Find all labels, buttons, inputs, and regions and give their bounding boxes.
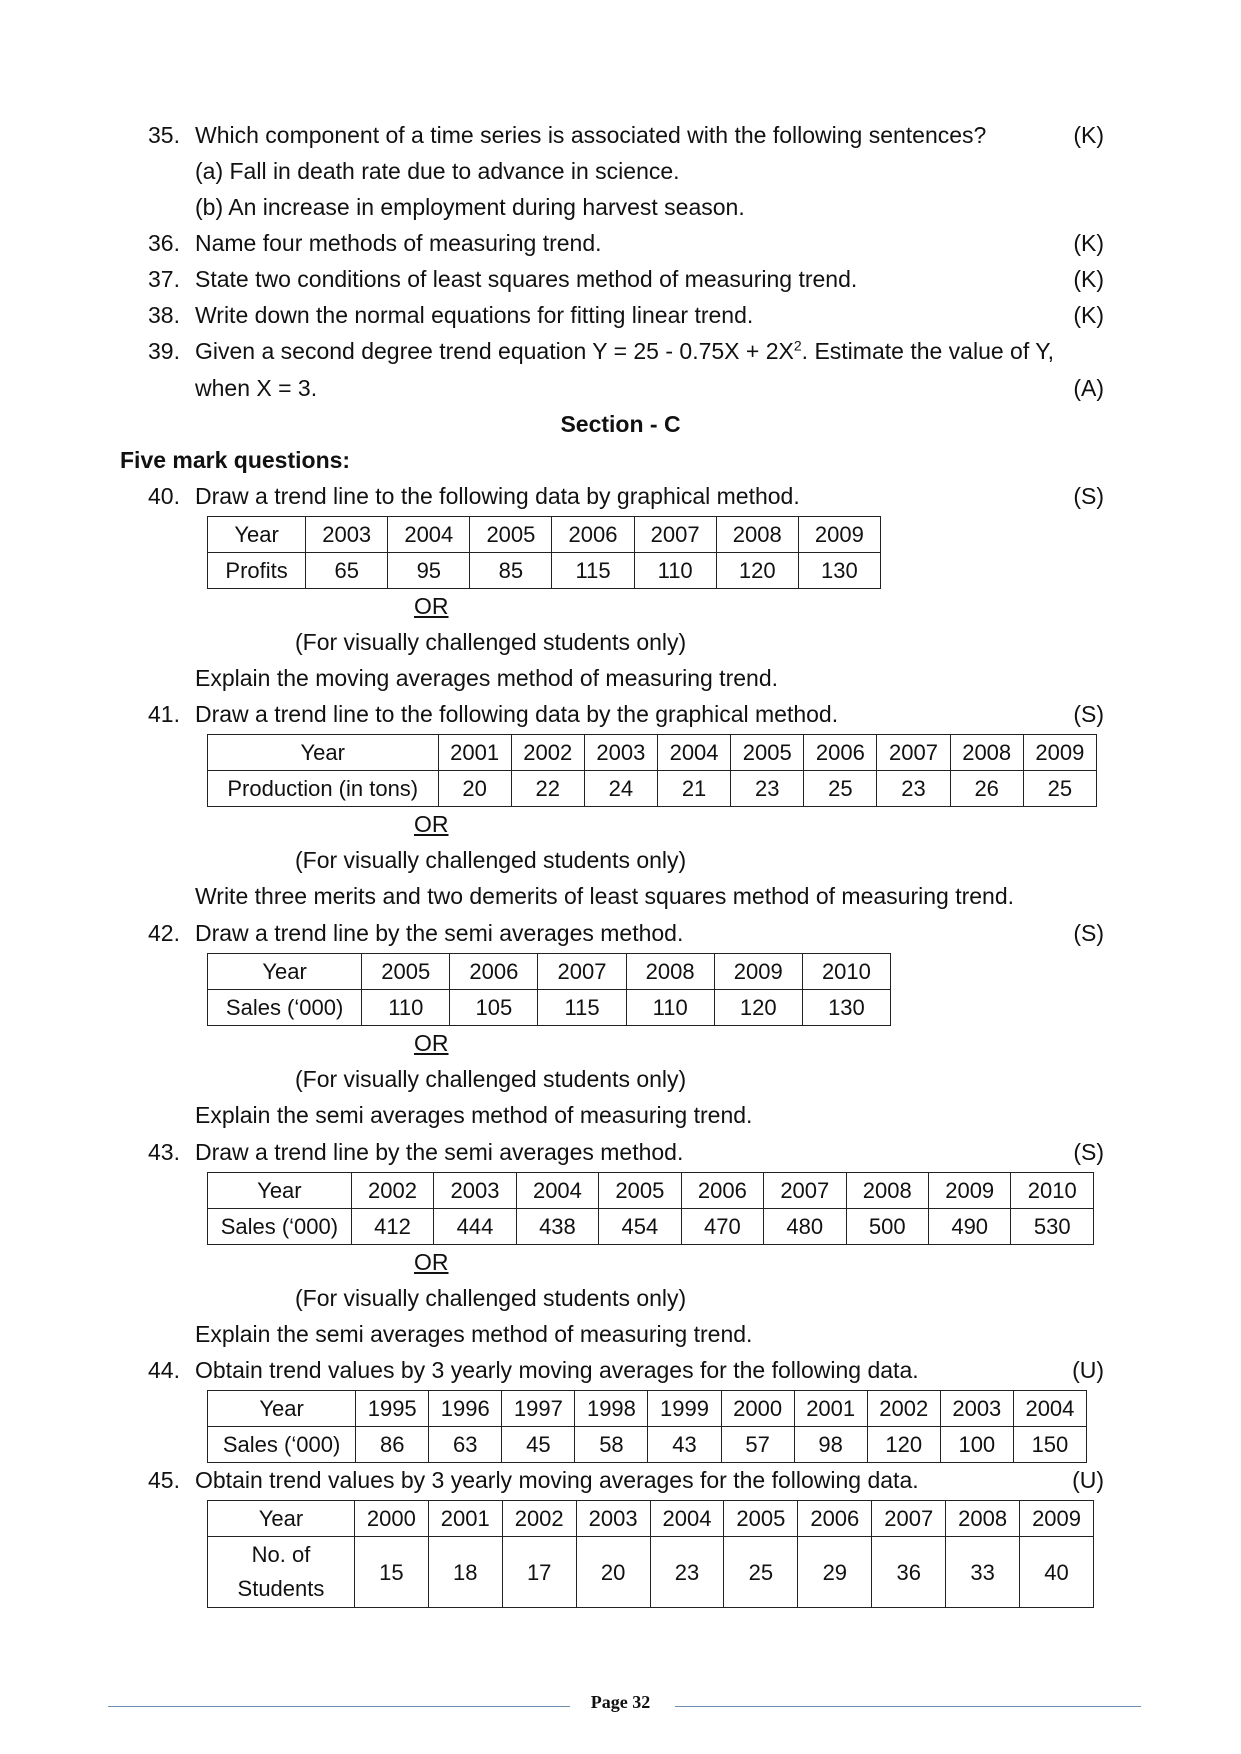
q42-or: OR: [414, 1030, 449, 1056]
table-cell: 58: [575, 1427, 648, 1463]
q42-tag: (S): [1073, 920, 1104, 946]
table-cell: 2008: [950, 735, 1023, 771]
table-cell: 45: [502, 1427, 575, 1463]
table-cell: 120: [716, 553, 798, 589]
q38-number: 38.: [148, 302, 180, 328]
q45-tag: (U): [1072, 1467, 1104, 1493]
table-cell: 2001: [428, 1501, 502, 1537]
table-cell: 2004: [388, 517, 470, 553]
table-cell: 2007: [872, 1501, 946, 1537]
table-cell: 2009: [928, 1173, 1010, 1209]
table-cell: 63: [429, 1427, 502, 1463]
q37-text: State two conditions of least squares method of measuring trend.: [195, 266, 858, 292]
table-cell: 2003: [576, 1501, 650, 1537]
q36-tag: (K): [1073, 230, 1104, 256]
table-cell: 2007: [634, 517, 716, 553]
table-cell: 29: [798, 1537, 872, 1608]
table-cell: 85: [470, 553, 552, 589]
table-cell: 2000: [721, 1391, 794, 1427]
table-cell: 1995: [356, 1391, 429, 1427]
table-cell: Production (in tons): [208, 771, 439, 807]
q35-sub-b: (b) An increase in employment during harvest season.: [195, 194, 745, 220]
table-cell: Year: [208, 954, 362, 990]
table-cell: 2008: [626, 954, 714, 990]
q45-number: 45.: [148, 1467, 180, 1493]
q35-tag: (K): [1073, 122, 1104, 148]
q39-exponent: 2: [793, 337, 802, 354]
table-cell: 2003: [306, 517, 388, 553]
table-cell: 43: [648, 1427, 721, 1463]
q44-tag: (U): [1072, 1357, 1104, 1383]
q40-vc-note: (For visually challenged students only): [295, 629, 687, 655]
table-cell: 2004: [1013, 1391, 1086, 1427]
table-cell: 2006: [450, 954, 538, 990]
q43-text: Draw a trend line by the semi averages method.: [195, 1139, 684, 1165]
table-cell: 36: [872, 1537, 946, 1608]
table-cell: 23: [731, 771, 804, 807]
table-cell: Year: [208, 517, 306, 553]
table-cell: 2004: [516, 1173, 598, 1209]
q35-sub-a: (a) Fall in death rate due to advance in science.: [195, 158, 680, 184]
q43-alt: Explain the semi averages method of measuring trend.: [195, 1321, 753, 1347]
q41-alt: Write three merits and two demerits of least squares method of measuring trend.: [195, 883, 1015, 909]
table-cell: 17: [502, 1537, 576, 1608]
table-cell: 412: [351, 1209, 433, 1245]
table-row: [208, 1173, 1094, 1209]
table-cell: 65: [306, 553, 388, 589]
table-cell: 2001: [794, 1391, 867, 1427]
q40-text: Draw a trend line to the following data by graphical method.: [195, 483, 800, 509]
table-cell: 2009: [714, 954, 802, 990]
q45-text: Obtain trend values by 3 yearly moving averages for the following data.: [195, 1467, 919, 1493]
table-cell: 2007: [877, 735, 950, 771]
q39-text: [195, 337, 1054, 365]
table-cell: 2005: [470, 517, 552, 553]
q42-number: 42.: [148, 920, 180, 946]
q40-alt: Explain the moving averages method of measuring trend.: [195, 665, 778, 691]
table-cell: 1999: [648, 1391, 721, 1427]
table-cell: 2003: [434, 1173, 516, 1209]
table-cell: 23: [877, 771, 950, 807]
table-cell: Profits: [208, 553, 306, 589]
table-cell: 2006: [804, 735, 877, 771]
table-cell: 1998: [575, 1391, 648, 1427]
q39-tag: (A): [1073, 375, 1104, 401]
table-cell: 2007: [764, 1173, 846, 1209]
table-row: [208, 1209, 1094, 1245]
q41-text: Draw a trend line to the following data by the graphical method.: [195, 701, 839, 727]
table-cell: 24: [584, 771, 657, 807]
table-row: [208, 1537, 1094, 1608]
q42-text: Draw a trend line by the semi averages method.: [195, 920, 684, 946]
q35-text: Which component of a time series is associated with the following sentences?: [195, 122, 987, 148]
table-cell: 33: [946, 1537, 1020, 1608]
table-cell: 2006: [798, 1501, 872, 1537]
table-cell: 130: [798, 553, 880, 589]
q40-table: [207, 516, 881, 589]
table-row: [208, 1501, 1094, 1537]
table-cell: 470: [681, 1209, 763, 1245]
table-row: [208, 990, 891, 1026]
q41-or: OR: [414, 811, 449, 837]
table-cell: 18: [428, 1537, 502, 1608]
table-row: [208, 735, 1097, 771]
q37-number: 37.: [148, 266, 180, 292]
table-cell: 110: [362, 990, 450, 1026]
table-cell: 25: [804, 771, 877, 807]
table-row: [208, 553, 881, 589]
q43-table: [207, 1172, 1094, 1245]
q41-number: 41.: [148, 701, 180, 727]
q39-number: 39.: [148, 338, 180, 364]
table-cell: 438: [516, 1209, 598, 1245]
q44-table: [207, 1390, 1087, 1463]
q44-number: 44.: [148, 1357, 180, 1383]
q43-or: OR: [414, 1249, 449, 1275]
table-cell: 2008: [846, 1173, 928, 1209]
table-cell: 1997: [502, 1391, 575, 1427]
table-cell: 2005: [731, 735, 804, 771]
page-number: Page 32: [590, 1692, 651, 1712]
table-cell: 98: [794, 1427, 867, 1463]
q36-number: 36.: [148, 230, 180, 256]
q38-tag: (K): [1073, 302, 1104, 328]
table-cell: 2009: [1023, 735, 1096, 771]
table-cell: 2006: [681, 1173, 763, 1209]
table-cell: 2004: [657, 735, 730, 771]
q39-text-a: Given a second degree trend equation Y = 25 - 0.75X + 2X: [195, 338, 794, 364]
q41-tag: (S): [1073, 701, 1104, 727]
q36-text: Name four methods of measuring trend.: [195, 230, 602, 256]
table-row: [208, 771, 1097, 807]
table-cell: 2005: [599, 1173, 681, 1209]
q39-line2: when X = 3.: [195, 375, 318, 401]
table-cell: 1996: [429, 1391, 502, 1427]
table-cell: 150: [1013, 1427, 1086, 1463]
table-cell: Year: [208, 1173, 352, 1209]
table-cell: 130: [802, 990, 890, 1026]
q40-or: OR: [414, 593, 449, 619]
q42-vc-note: (For visually challenged students only): [295, 1066, 687, 1092]
table-cell: 2008: [946, 1501, 1020, 1537]
table-cell: 2002: [502, 1501, 576, 1537]
q40-tag: (S): [1073, 483, 1104, 509]
table-cell: 25: [724, 1537, 798, 1608]
table-cell: 2000: [354, 1501, 428, 1537]
q35-number: 35.: [148, 122, 180, 148]
table-cell: 2005: [724, 1501, 798, 1537]
table-cell: 15: [354, 1537, 428, 1608]
table-cell: 2009: [798, 517, 880, 553]
table-cell: 115: [538, 990, 626, 1026]
table-cell: 21: [657, 771, 730, 807]
q42-table: [207, 953, 891, 1026]
table-cell: 2002: [511, 735, 584, 771]
q43-tag: (S): [1073, 1139, 1104, 1165]
table-cell: Sales (‘000): [208, 1427, 356, 1463]
table-cell: 2005: [362, 954, 450, 990]
q44-text: Obtain trend values by 3 yearly moving averages for the following data.: [195, 1357, 919, 1383]
q43-vc-note: (For visually challenged students only): [295, 1285, 687, 1311]
table-cell: 490: [928, 1209, 1010, 1245]
table-cell: 20: [438, 771, 511, 807]
q41-table: [207, 734, 1097, 807]
table-row: [208, 517, 881, 553]
table-cell: 105: [450, 990, 538, 1026]
table-cell: Year: [208, 1501, 355, 1537]
table-cell: 2004: [650, 1501, 724, 1537]
table-cell: 2003: [584, 735, 657, 771]
q45-table: [207, 1500, 1094, 1608]
table-cell: 110: [634, 553, 716, 589]
table-cell: 20: [576, 1537, 650, 1608]
table-cell: 500: [846, 1209, 928, 1245]
five-mark-heading: Five mark questions:: [120, 447, 351, 473]
table-cell: 2003: [940, 1391, 1013, 1427]
table-cell: 26: [950, 771, 1023, 807]
table-cell: 25: [1023, 771, 1096, 807]
table-cell: 100: [940, 1427, 1013, 1463]
q41-vc-note: (For visually challenged students only): [295, 847, 687, 873]
table-cell: 23: [650, 1537, 724, 1608]
table-cell: 480: [764, 1209, 846, 1245]
table-cell: 110: [626, 990, 714, 1026]
table-cell: 2007: [538, 954, 626, 990]
table-row: [208, 1391, 1087, 1427]
table-cell: 57: [721, 1427, 794, 1463]
table-cell: 2010: [802, 954, 890, 990]
table-cell: 2008: [716, 517, 798, 553]
q39-text-b: . Estimate the value of Y,: [801, 338, 1054, 364]
table-cell: 2006: [552, 517, 634, 553]
table-cell: 2002: [867, 1391, 940, 1427]
table-cell: 22: [511, 771, 584, 807]
table-cell: Sales (‘000): [208, 1209, 352, 1245]
table-cell: 454: [599, 1209, 681, 1245]
table-row: [208, 954, 891, 990]
table-cell: No. of Students: [208, 1537, 355, 1608]
table-cell: Year: [208, 1391, 356, 1427]
table-cell: 444: [434, 1209, 516, 1245]
q43-number: 43.: [148, 1139, 180, 1165]
table-row: [208, 1427, 1087, 1463]
table-cell: 40: [1020, 1537, 1094, 1608]
table-cell: 120: [714, 990, 802, 1026]
table-cell: 2001: [438, 735, 511, 771]
q40-number: 40.: [148, 483, 180, 509]
table-cell: Year: [208, 735, 439, 771]
table-cell: 530: [1011, 1209, 1094, 1245]
table-cell: 95: [388, 553, 470, 589]
table-cell: Sales (‘000): [208, 990, 362, 1026]
table-cell: 2010: [1011, 1173, 1094, 1209]
table-cell: 120: [867, 1427, 940, 1463]
table-cell: 2009: [1020, 1501, 1094, 1537]
table-cell: 115: [552, 553, 634, 589]
section-title: Section - C: [560, 411, 681, 437]
q42-alt: Explain the semi averages method of measuring trend.: [195, 1102, 753, 1128]
table-cell: 2002: [351, 1173, 433, 1209]
q37-tag: (K): [1073, 266, 1104, 292]
table-cell: 86: [356, 1427, 429, 1463]
q38-text: Write down the normal equations for fitting linear trend.: [195, 302, 754, 328]
